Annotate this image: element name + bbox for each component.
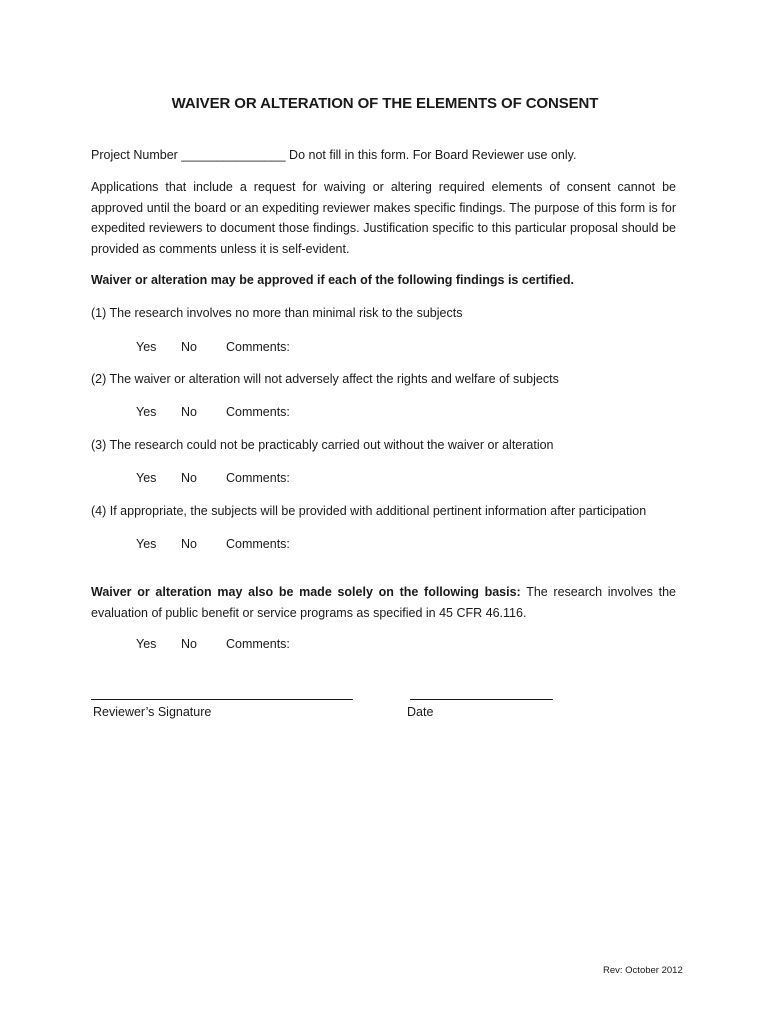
finding-2-no[interactable]: No [181, 405, 197, 419]
basis-text: The research involves the evaluation of public benefit or service programs as specified in 45 CFR 46.116. [91, 585, 677, 620]
form-title: WAIVER OR ALTERATION OF THE ELEMENTS OF CONSENT [171, 95, 599, 112]
finding-1-yes[interactable]: Yes [136, 340, 157, 354]
finding-3: (3) The research could not be practicably carried out without the waiver or alteration [91, 438, 554, 452]
finding-2-comments[interactable]: Comments: [226, 405, 290, 419]
finding-1-comments[interactable]: Comments: [226, 340, 290, 354]
signature-line[interactable] [91, 699, 353, 700]
finding-4-yes[interactable]: Yes [136, 537, 157, 551]
signature-label: Reviewer’s Signature [93, 705, 212, 719]
finding-4-no[interactable]: No [181, 537, 197, 551]
basis-yes[interactable]: Yes [136, 637, 157, 651]
basis-paragraph [91, 582, 676, 623]
finding-3-yes[interactable]: Yes [136, 471, 157, 485]
finding-2-yes[interactable]: Yes [136, 405, 157, 419]
revision-note: Rev: October 2012 [603, 965, 683, 976]
finding-2: (2) The waiver or alteration will not adversely affect the rights and welfare of subjects [91, 372, 559, 386]
findings-heading: Waiver or alteration may be approved if each of the following findings is certified. [91, 273, 574, 287]
finding-1: (1) The research involves no more than minimal risk to the subjects [91, 306, 463, 320]
basis-no[interactable]: No [181, 637, 197, 651]
date-label: Date [407, 705, 434, 719]
basis-heading: Waiver or alteration may also be made solely on the following basis: [91, 585, 521, 599]
basis-comments[interactable]: Comments: [226, 637, 290, 651]
project-number-line: Project Number _______________ Do not fill in this form. For Board Reviewer use only. [91, 148, 577, 162]
finding-4: (4) If appropriate, the subjects will be provided with additional pertinent information after participation [91, 504, 647, 518]
finding-4-comments[interactable]: Comments: [226, 537, 290, 551]
finding-3-no[interactable]: No [181, 471, 197, 485]
finding-1-no[interactable]: No [181, 340, 197, 354]
intro-paragraph: Applications that include a request for waiving or altering required elements of consent cannot be approved until the board or an expediting reviewer makes specific findings. The purpose of this form is for expedited reviewers to document those findings. Justification specific to this particular proposal should be provided as comments unless it is self-evident. [91, 180, 676, 256]
finding-3-comments[interactable]: Comments: [226, 471, 290, 485]
date-line[interactable] [410, 699, 553, 700]
